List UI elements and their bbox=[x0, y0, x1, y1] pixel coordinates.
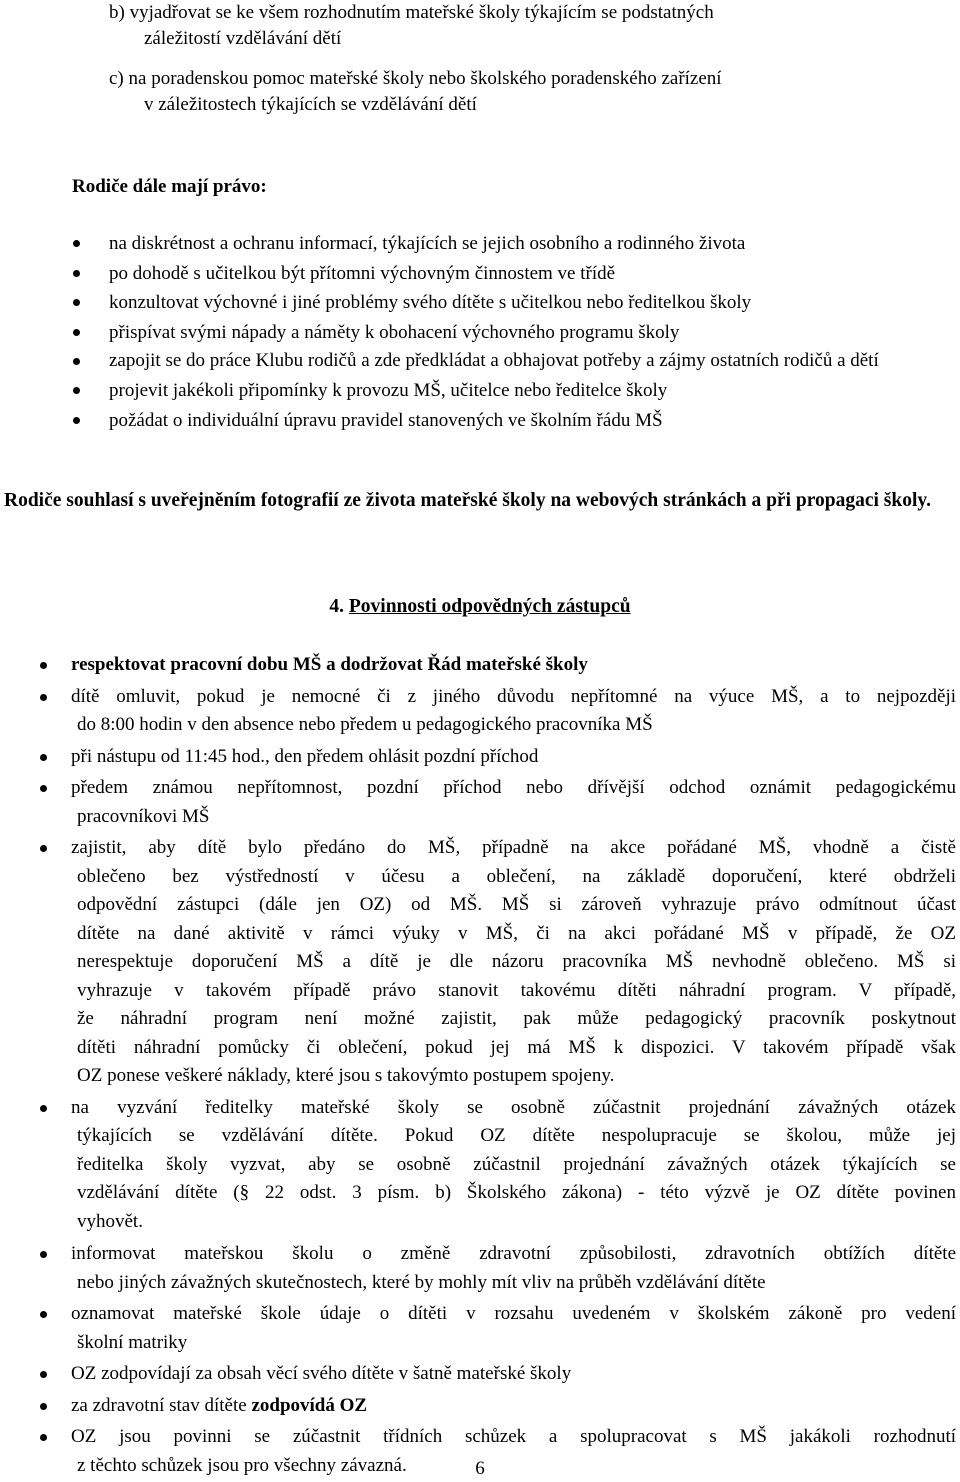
bullet-icon bbox=[40, 845, 47, 852]
list-item bbox=[0, 1240, 960, 1297]
item-text: na poradenskou pomoc mateřské školy nebo školského poradenského zařízení bbox=[128, 68, 722, 89]
bullet-icon bbox=[40, 785, 47, 792]
bullet-icon bbox=[73, 240, 80, 247]
list-item-text: OZ ponese veškeré náklady, které jsou s takovýmto postupem spojeny. bbox=[77, 1065, 615, 1086]
page-number: 6 bbox=[475, 1458, 485, 1479]
list-item-text: OZ zodpovídají za obsah věcí svého dítěte v šatně mateřské školy bbox=[71, 1363, 572, 1384]
rights-heading: Rodiče dále mají právo: bbox=[72, 176, 267, 197]
bullet-icon bbox=[73, 387, 80, 394]
list-item-text: dítěte na dané aktivitě v rámci výuky v MŠ, či na akci pořádané MŠ v případě, že OZ bbox=[77, 922, 956, 944]
list-item-text: OZ jsou povinni se zúčastnit třídních schůzek a spolupracovat s MŠ jakákoli rozhodnutí bbox=[71, 1426, 956, 1447]
list-item bbox=[0, 318, 960, 348]
list-item-text: požádat o individuální úpravu pravidel stanovených ve školním řádu MŠ bbox=[109, 409, 663, 431]
list-item bbox=[0, 1094, 960, 1237]
bullet-icon bbox=[40, 1251, 47, 1258]
bullet-icon bbox=[40, 1105, 47, 1112]
list-item-text: oznamovat mateřské škole údaje o dítěti v rozsahu uvedeném v školském zákoně pro vedení bbox=[71, 1303, 956, 1324]
list-item-text: po dohodě s učitelkou být přítomni výchovným činnostem ve třídě bbox=[109, 262, 616, 284]
list-item bbox=[0, 683, 960, 740]
list-item-text: vyhovět. bbox=[77, 1210, 143, 1232]
list-item-text: při nástupu od 11:45 hod., den předem ohlásit pozdní příchod bbox=[71, 745, 539, 767]
list-item bbox=[0, 834, 960, 1091]
list-item-text: informovat mateřskou školu o změně zdravotní způsobilosti, zdravotních obtížích dítěte bbox=[71, 1243, 956, 1264]
list-item-text: školní matriky bbox=[77, 1331, 188, 1353]
list-item-text: vyhrazuje v takovém případě právo stanovit takovému dítěti náhradní program. V případě, bbox=[77, 979, 956, 1001]
bullet-icon bbox=[73, 329, 80, 336]
bullet-icon bbox=[40, 1403, 47, 1410]
list-item-text: do 8:00 hodin v den absence nebo předem u pedagogického pracovníka MŠ bbox=[77, 714, 653, 735]
list-item-text: předem známou nepřítomnost, pozdní příchod nebo dřívější odchod oznámit pedagogickému bbox=[71, 777, 956, 798]
list-item-text: vzdělávání dítěte (§ 22 odst. 3 písm. b) Školského zákona) - této výzvě je OZ dítěte povinen bbox=[77, 1182, 956, 1203]
list-item-text: zajistit, aby dítě bylo předáno do MŠ, případně na akce pořádané MŠ, vhodně a čistě bbox=[71, 837, 956, 858]
list-item-text: nerespektuje doporučení MŠ a dítě je dle názoru pracovníka MŠ nevhodně oblečeno. MŠ si bbox=[77, 951, 956, 972]
list-item bbox=[0, 651, 960, 680]
bullet-icon bbox=[73, 358, 80, 365]
list-item bbox=[0, 288, 960, 318]
list-item-text: ředitelka školy vyzvat, aby se osobně zúčastnil projednání závažných otázek týkajících se bbox=[77, 1153, 956, 1175]
list-item-text: týkajících se vzdělávání dítěte. Pokud OZ dítěte nespolupracuje se školou, může jej bbox=[77, 1125, 956, 1146]
list-item bbox=[0, 229, 960, 259]
list-item-text: přispívat svými nápady a náměty k obohacení výchovného programu školy bbox=[109, 321, 680, 343]
list-item-text: oblečeno bez výstředností v účesu a oblečení, na základě doporučení, které obdrželi bbox=[77, 865, 956, 887]
item-label: c) bbox=[109, 68, 124, 89]
bullet-icon bbox=[40, 754, 47, 761]
list-item-text: dítěti náhradní pomůcky či oblečení, pokud jej má MŠ k dispozici. V takovém případě však bbox=[77, 1036, 956, 1058]
list-item bbox=[0, 1300, 960, 1357]
list-item-text bbox=[71, 1392, 956, 1421]
list-item bbox=[0, 774, 960, 831]
item-text-continuation: v záležitostech týkajících se vzdělávání dětí bbox=[144, 94, 477, 115]
list-item-text: za zdravotní stav dítěte bbox=[71, 1394, 252, 1416]
list-item-text: na diskrétnost a ochranu informací, týkajících se jejich osobního a rodinného života bbox=[109, 233, 746, 254]
list-item-text: nebo jiných závažných skutečnostech, které by mohly mít vliv na průběh vzdělávání dítěte bbox=[77, 1271, 766, 1293]
section-title-text: Povinnosti odpovědných zástupců bbox=[348, 596, 631, 617]
bullet-icon bbox=[40, 1434, 47, 1441]
duties-list bbox=[0, 651, 960, 1480]
list-item bbox=[0, 1392, 960, 1421]
bullet-icon bbox=[73, 299, 80, 306]
list-item-text: pracovníkovi MŠ bbox=[77, 805, 210, 827]
list-item-text: že náhradní program není možné zajistit, pak může pedagogický pracovník poskytnout bbox=[77, 1008, 956, 1029]
list-item bbox=[0, 347, 960, 374]
list-item bbox=[0, 406, 960, 436]
list-item-text: dítě omluvit, pokud je nemocné či z jiného důvodu nepřítomné na výuce MŠ, a to nejpozději bbox=[71, 685, 956, 707]
item-text: vyjadřovat se ke všem rozhodnutím mateřské školy týkajícím se podstatných bbox=[129, 2, 714, 23]
bullet-icon bbox=[40, 662, 47, 669]
list-item-text: odpovědní zástupci (dále jen OZ) od MŠ. MŠ si zároveň vyhrazuje právo odmítnout účast bbox=[77, 894, 956, 915]
bullet-icon bbox=[40, 1371, 47, 1378]
list-item-text: konzultovat výchovné i jiné problémy svého dítěte s učitelkou nebo ředitelkou školy bbox=[109, 292, 752, 313]
section-number: 4. bbox=[329, 596, 344, 617]
rights-list bbox=[0, 229, 960, 435]
rights-item-c bbox=[109, 66, 957, 118]
list-item-text: projevit jakékoli připomínky k provozu MŠ, učitelce nebo ředitelce školy bbox=[109, 380, 668, 401]
emphasis-text: zodpovídá OZ bbox=[251, 1394, 368, 1416]
list-item-text: zapojit se do práce Klubu rodičů a zde předkládat a obhajovat potřeby a zájmy ostatních rodičů a dětí bbox=[109, 350, 879, 371]
list-item bbox=[0, 743, 960, 772]
list-item bbox=[0, 376, 960, 406]
list-item bbox=[0, 259, 960, 289]
list-item bbox=[0, 1360, 960, 1389]
section-title bbox=[0, 596, 960, 618]
bullet-icon bbox=[40, 1311, 47, 1318]
photo-consent-notice: Rodiče souhlasí s uveřejněním fotografií ze života mateřské školy na webových stránkách a při propagaci školy. bbox=[4, 490, 931, 511]
bullet-icon bbox=[73, 270, 80, 277]
item-label: b) bbox=[109, 2, 125, 23]
list-item-text: na vyzvání ředitelky mateřské školy se osobně zúčastnit projednání závažných otázek bbox=[71, 1096, 956, 1118]
list-item-text: respektovat pracovní dobu MŠ a dodržovat Řád mateřské školy bbox=[71, 654, 588, 675]
item-text-continuation: záležitostí vzdělávání dětí bbox=[144, 28, 342, 49]
rights-item-b bbox=[109, 0, 957, 52]
bullet-icon bbox=[73, 417, 80, 424]
list-item-text: z těchto schůzek jsou pro všechny závazná. bbox=[77, 1454, 407, 1476]
bullet-icon bbox=[40, 694, 47, 701]
